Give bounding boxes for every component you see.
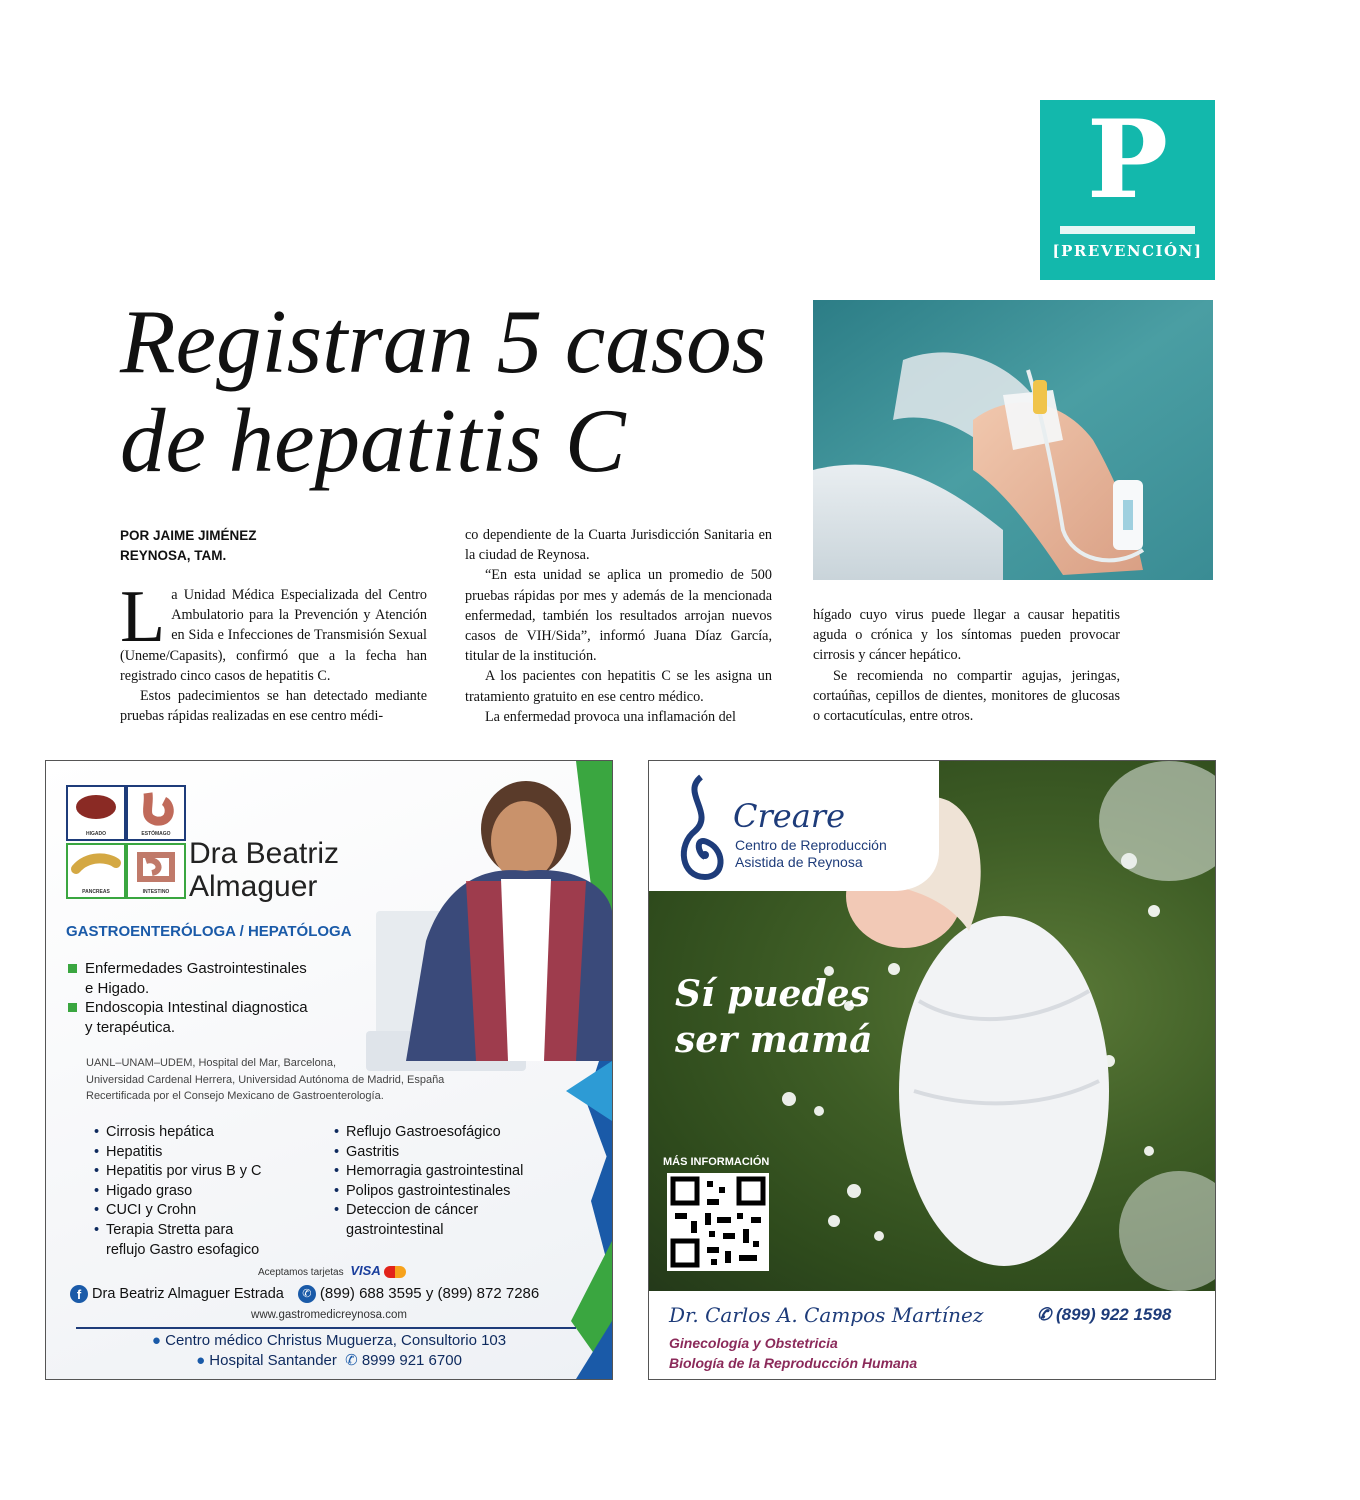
pancreas-icon <box>66 843 126 899</box>
liver-icon <box>66 785 126 841</box>
doctor-phone <box>1037 1305 1171 1325</box>
condition-text: reflujo Gastro esofagico <box>106 1241 260 1258</box>
credential-line: Universidad Cardenal Herrera, Universidad Autónoma de Madrid, España <box>86 1073 445 1086</box>
phone-numbers: (899) 688 3595 y (899) 872 7286 <box>319 1285 540 1302</box>
section-divider <box>1060 226 1195 234</box>
creare-sub-line: Centro de Reproducción <box>735 837 887 853</box>
qr-code[interactable] <box>667 1173 769 1271</box>
conditions-list-left <box>94 1123 262 1260</box>
article-paragraph: Estos padecimientos se han detectado mediante pruebas rápidas realizadas en ese centro médi- <box>120 688 427 725</box>
condition-item <box>94 1241 262 1261</box>
facebook-icon: f <box>70 1285 88 1303</box>
condition-text: Higado graso <box>106 1182 193 1199</box>
stomach-icon <box>126 785 186 841</box>
article-paragraph <box>120 576 427 686</box>
credential-line: Recertificada por el Consejo Mexicano de Gastroenterología. <box>86 1090 384 1102</box>
divider <box>76 1327 576 1329</box>
location-pin-icon: ● <box>196 1352 206 1369</box>
condition-text: Polipos gastrointestinales <box>346 1182 511 1199</box>
section-label: [PREVENCIÓN] <box>1052 242 1203 260</box>
slogan <box>675 971 873 1063</box>
doctor-footer <box>649 1291 1215 1379</box>
condition-text: Terapia Stretta para <box>106 1221 234 1238</box>
condition-text: Cirrosis hepática <box>106 1124 214 1140</box>
intestine-icon <box>126 843 186 899</box>
phone-icon: ✆ <box>298 1285 316 1303</box>
slogan-line: ser mamá <box>675 1019 873 1061</box>
creare-brand: Creare <box>733 797 846 835</box>
bullet-icon: • <box>334 1163 340 1180</box>
conditions-list-right <box>334 1123 523 1241</box>
article-paragraph: hígado cuyo virus puede llegar a causar hepatitis aguda o crónica y los síntomas pueden provocar cirrosis y cáncer hepático. <box>813 607 1120 664</box>
byline-author: POR JAIME JIMÉNEZ <box>120 528 257 543</box>
condition-item <box>334 1221 523 1241</box>
article-paragraph: La enfermedad provoca una inflamación del <box>485 708 736 725</box>
paragraph-text: a Unidad Médica Especializada del Centro Ambulatorio para la Prevención y Atención en Sida e Infecciones de Transmisión Sexual (Uneme/Capasits), confirmó que a la fecha han registrado cinco casos de hepatitis C. <box>120 587 427 684</box>
service-item-cont: y terapéutica. <box>85 1018 176 1036</box>
bullet-icon: • <box>94 1124 100 1140</box>
slogan-line: Sí puedes <box>675 973 870 1015</box>
condition-text: gastrointestinal <box>346 1221 444 1238</box>
bullet-icon: • <box>94 1163 100 1180</box>
bullet-icon: • <box>94 1221 100 1238</box>
condition-item <box>94 1123 262 1143</box>
byline <box>120 526 440 566</box>
qr-code-icon <box>667 1173 769 1271</box>
addresses <box>46 1331 612 1371</box>
organ-label: INTESTINO <box>142 889 170 895</box>
creare-ad <box>648 760 1216 1380</box>
specialty-line: Ginecología y Obstetricia <box>669 1335 838 1351</box>
location-pin-icon: ● <box>151 1332 161 1349</box>
condition-text: Hepatitis por virus B y C <box>106 1163 262 1180</box>
article-column-1 <box>120 576 427 726</box>
condition-text: Hepatitis <box>106 1143 163 1160</box>
condition-text: Hemorragia gastrointestinal <box>346 1163 524 1180</box>
phone-icon: ✆ <box>345 1352 358 1369</box>
organ-label: PANCREAS <box>82 889 110 895</box>
bullet-icon: • <box>334 1124 340 1140</box>
section-badge <box>1040 97 1215 280</box>
condition-text: Gastritis <box>346 1143 400 1160</box>
condition-item <box>94 1162 262 1182</box>
condition-item <box>334 1162 523 1182</box>
social-contact <box>70 1285 539 1303</box>
drop-cap: L <box>120 576 166 658</box>
credentials <box>86 1055 444 1105</box>
doctor-name: Dr. Carlos A. Campos Martínez <box>669 1303 984 1327</box>
specialty-line: Biología de la Reproducción Humana <box>669 1355 918 1371</box>
gastro-ad <box>45 760 613 1380</box>
condition-item <box>94 1221 262 1241</box>
byline-place: REYNOSA, TAM. <box>120 548 227 563</box>
more-info-label: MÁS INFORMACIÓN <box>663 1156 770 1168</box>
headline-line-2: de hepatitis C <box>120 390 626 491</box>
condition-item <box>334 1201 523 1221</box>
bullet-icon: • <box>94 1143 100 1160</box>
condition-item <box>94 1182 262 1202</box>
mastercard-icon <box>384 1266 406 1278</box>
bullet-icon: • <box>94 1182 100 1199</box>
address-phone: 8999 921 6700 <box>361 1352 462 1369</box>
organ-label: HIGADO <box>86 831 106 837</box>
bullet-icon: • <box>334 1143 340 1160</box>
service-item-cont: e Higado. <box>85 979 150 997</box>
credential-line: UANL–UNAM–UDEM, Hospital del Mar, Barcelona, <box>86 1057 337 1069</box>
article-paragraph: co dependiente de la Cuarta Jurisdicción Sanitaria en la ciudad de Reynosa. <box>465 527 772 564</box>
service-item: Endoscopia Intestinal diagnostica <box>85 999 308 1016</box>
address-line: Hospital Santander <box>209 1352 337 1369</box>
green-square-icon <box>68 1003 77 1012</box>
condition-text: Deteccion de cáncer <box>346 1202 479 1219</box>
green-square-icon <box>68 964 77 973</box>
doctor-name <box>189 837 339 903</box>
phone-icon: ✆ <box>1037 1305 1052 1324</box>
condition-text: Reflujo Gastroesofágico <box>346 1124 501 1140</box>
cards-accepted <box>258 1263 406 1278</box>
creare-subtitle <box>735 837 887 871</box>
bullet-icon: • <box>334 1182 340 1199</box>
doctor-specialties <box>669 1333 917 1373</box>
address-line: Centro médico Christus Muguerza, Consultorio 103 <box>165 1332 507 1349</box>
organ-label: ESTÓMAGO <box>141 831 171 837</box>
visa-logo: VISA <box>350 1263 381 1278</box>
article-paragraph: A los pacientes con hepatitis C se les asigna un tratamiento gratuito en ese centro médico. <box>465 668 772 705</box>
cards-text: Aceptamos tarjetas <box>258 1267 344 1278</box>
bullet-icon: • <box>94 1202 100 1219</box>
article-column-3 <box>813 605 1120 726</box>
condition-item <box>94 1143 262 1163</box>
condition-item <box>334 1143 523 1163</box>
doctor-name-line-2: Almaguer <box>189 870 318 903</box>
bullet-icon: • <box>334 1202 340 1219</box>
condition-text: CUCI y Crohn <box>106 1202 197 1219</box>
doctor-name-line-1: Dra Beatriz <box>189 837 340 870</box>
article-paragraph: “En esta unidad se aplica un promedio de 500 pruebas rápidas por mes y además de la mencionada enfermedad, también los resultados arrojan nuevos casos de VIH/Sida”, informó Juana Díaz García, titular de la institución. <box>465 567 772 665</box>
article-headline <box>120 292 800 490</box>
phone-number: (899) 922 1598 <box>1055 1305 1172 1324</box>
condition-item <box>334 1182 523 1202</box>
service-item: Enfermedades Gastrointestinales <box>85 960 307 977</box>
condition-item <box>334 1123 523 1143</box>
article-paragraph: Se recomienda no compartir agujas, jeringas, cortaúñas, cepillos de dientes, monitores de glucosas o cortacutículas, entre otros. <box>813 667 1120 725</box>
condition-item <box>94 1201 262 1221</box>
article-photo <box>813 300 1213 580</box>
specialty: GASTROENTERÓLOGA / HEPATÓLOGA <box>66 923 352 940</box>
headline-line-1: Registran 5 casos <box>120 291 768 392</box>
creare-sub-line: Asistida de Reynosa <box>735 854 863 870</box>
creare-logo-icon <box>671 773 731 883</box>
iv-hand-illustration <box>813 300 1213 580</box>
facebook-name: Dra Beatriz Almaguer Estrada <box>92 1286 284 1302</box>
website: www.gastromedicreynosa.com <box>251 1309 407 1321</box>
services-list <box>68 959 308 1037</box>
article-column-2 <box>465 525 772 727</box>
section-letter: P <box>1086 97 1169 223</box>
